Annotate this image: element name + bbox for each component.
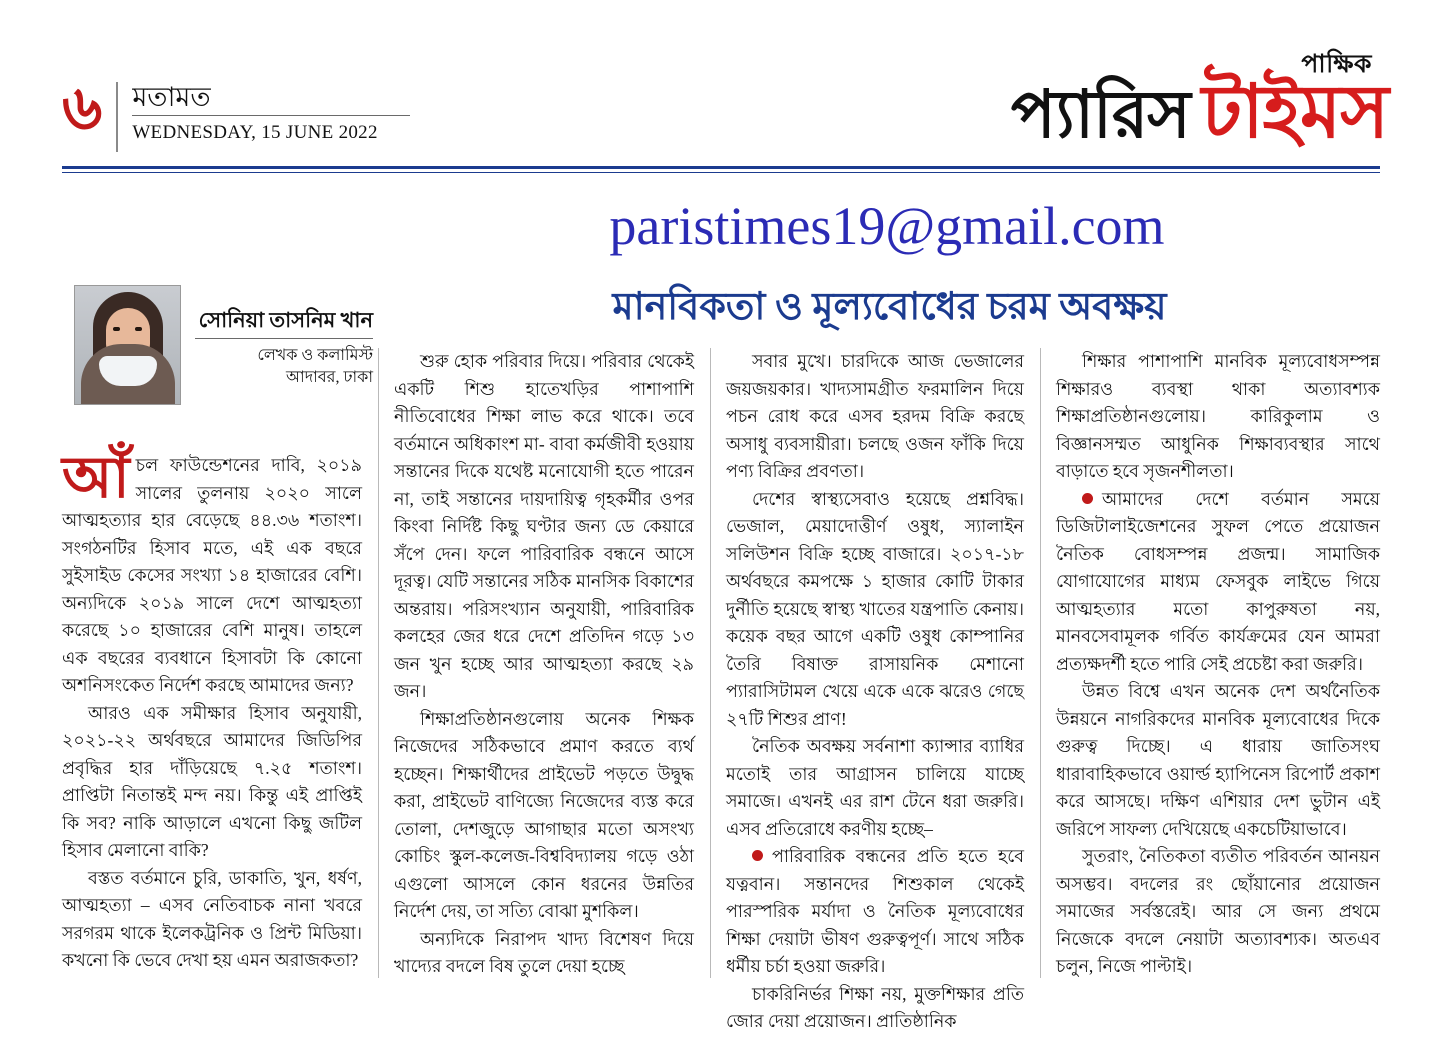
- author-role: লেখক ও কলামিস্ট: [257, 347, 373, 364]
- paragraph: দেশের স্বাস্থ্যসেবাও হয়েছে প্রশ্নবিদ্ধ। ভেজাল, মেয়াদোত্তীর্ণ ওষুধ, স্যালাইন সলিউশন বিক্রি হচ্ছে বাজারে। ২০১৭-১৮ অর্থবছরে কমপক্ষে ১ হাজার কোটি টাকার দুর্নীতি হয়েছে স্বাস্থ্য খাতের যন্ত্রপাতি কেনায়। কয়েক বছর আগে একটি ওষুধ কোম্পানির তৈরি বিষাক্ত রাসায়নিক মেশানো প্যারাসিটামল খেয়ে একে একে ঝরেও গেছে ২৭টি শিশুর প্রাণ!: [726, 488, 1024, 729]
- article-column-1: [62, 445, 362, 975]
- date-divider: [132, 115, 410, 116]
- newspaper-logo[interactable]: [1011, 52, 1388, 153]
- article-column-3: [726, 348, 1024, 1036]
- article-column-2: [394, 348, 694, 981]
- author-divider: [195, 338, 373, 339]
- author-byline-box: [74, 285, 374, 405]
- logo-word-times: টাইমস: [1201, 72, 1388, 154]
- author-photo: [74, 285, 181, 405]
- masthead-divider: [116, 82, 118, 152]
- contact-email[interactable]: paristimes19@gmail.com: [609, 196, 1165, 256]
- paragraph: সুতরাং, নৈতিকতা ব্যতীত পরিবর্তন আনয়ন অসম্ভব। বদলের রং ছোঁয়ানোর প্রয়োজন সমাজের সর্বস্তরেই। আর সে জন্য প্রথমে নিজেকে বদলে নেয়াটা অত্যাবশ্যক। অতএব চলুন, নিজে পাল্টাই।: [1056, 846, 1380, 976]
- email-banner: [392, 196, 1382, 256]
- column-rule-1: [378, 348, 379, 978]
- publication-date: WEDNESDAY, 15 JUNE 2022: [132, 122, 378, 143]
- author-name: সোনিয়া তাসনিম খান: [198, 308, 373, 332]
- paragraph: নৈতিক অবক্ষয় সর্বনাশা ক্যান্সার ব্যাধির মতোই তার আগ্রাসন চালিয়ে যাচ্ছে সমাজে। এখনই এর রাশ টেনে ধরা জরুরি। এসব প্রতিরোধে করণীয় হচ্ছে–: [726, 736, 1024, 839]
- logo-kicker: পাক্ষিক: [1301, 51, 1372, 78]
- paragraph: শুরু হোক পরিবার দিয়ে। পরিবার থেকেই একটি শিশু হাতেখড়ির পাশাপাশি নীতিবোধের শিক্ষা লাভ করে থাকে। তবে বর্তমানে অধিকাংশ মা- বাবা কর্মজীবী হওয়ায় সন্তানের দিকে যথেষ্ট মনোযোগী হতে পারেন না, তাই সন্তানের দায়দায়িত্ব গৃহকর্মীর ওপর কিংবা নির্দিষ্ট কিছু ঘণ্টার জন্য ডে কেয়ারে সঁপে দেন। ফলে পারিবারিক বন্ধনে আসে দূরত্ব। যেটি সন্তানের সঠিক মানসিক বিকাশের অন্তরায়। পরিসংখ্যান অনুযায়ী, পারিবারিক কলহের জের ধরে দেশে প্রতিদিন গড়ে ১৩ জন খুন হচ্ছে আর আত্মহত্যা করছে ২৯ জন।: [394, 351, 694, 701]
- page-number: ৬: [62, 75, 103, 143]
- paragraph: আমাদের দেশে বর্তমান সময়ে ডিজিটালাইজেশনের সুফল পেতে প্রয়োজন নৈতিক বোধসম্পন্ন প্রজন্ম। সামাজিক যোগাযোগের মাধ্যম ফেসবুক লাইভে গিয়ে আত্মহত্যার মতো কাপুরুষতা নয়, মানবসেবামূলক গর্বিত কার্যক্রমের যেন আমরা প্রত্যক্ষদর্শী হতে পারি সেই প্রচেষ্টা করা জরুরি।: [1056, 488, 1380, 674]
- paragraph: চাকরিনির্ভর শিক্ষা নয়, মুক্তশিক্ষার প্রতি জোর দেয়া প্রয়োজন। প্রাতিষ্ঠানিক: [726, 983, 1024, 1031]
- author-location: আদাবর, ঢাকা: [286, 369, 373, 386]
- header-rule-thin: [62, 172, 1380, 173]
- paragraph: শিক্ষাপ্রতিষ্ঠানগুলোয় অনেক শিক্ষক নিজেদের সঠিকভাবে প্রমাণ করতে ব্যর্থ হচ্ছেন। শিক্ষার্থীদের প্রাইভেট পড়তে উদ্বুদ্ধ করা, প্রাইভেট বাণিজ্যে নিজেদের ব্যস্ত করে তোলা, দেশজুড়ে আগাছার মতো অসংখ্য কোচিং স্কুল-কলেজ-বিশ্ববিদ্যালয় গড়ে ওঠা এগুলো আসলে কোন ধরনের উন্নতির নির্দেশ দেয়, তা সত্যি বোঝা মুশকিল।: [394, 708, 694, 921]
- section-name: মতামত: [132, 82, 211, 112]
- page-number-block: [62, 75, 410, 152]
- paragraph: বস্তত বর্তমানে চুরি, ডাকাতি, খুন, ধর্ষণ, আত্মহত্যা – এসব নেতিবাচক নানা খবরে সরগরম থাকে ইলেকট্রনিক ও প্রিন্ট মিডিয়া। কখনো কি ভেবে দেখা হয় এমন অরাজকতা?: [62, 867, 362, 970]
- paragraph: শিক্ষার পাশাপাশি মানবিক মূল্যবোধসম্পন্ন শিক্ষারও ব্যবস্থা থাকা অত্যাবশ্যক শিক্ষাপ্রতিষ্ঠানগুলোয়। কারিকুলাম ও বিজ্ঞানসম্মত আধুনিক শিক্ষাব্যবস্থার সাথে বাড়াতে হবে সৃজনশীলতা।: [1056, 351, 1380, 481]
- header-rule-thick: [62, 166, 1380, 169]
- paragraph: আরও এক সমীক্ষার হিসাব অনুযায়ী, ২০২১-২২ অর্থবছরে আমাদের জিডিপির প্রবৃদ্ধির হার দাঁড়িয়েছে ৭.২৫ শতাংশ। প্রাপ্তিটা নিতান্তই মন্দ নয়। কিন্তু এই প্রাপ্তিই কি সব? নাকি আড়ালে এখনো কিছু জটিল হিসাব মেলানো বাকি?: [62, 702, 362, 860]
- logo-word-paris: প্যারিস: [1010, 79, 1190, 152]
- paragraph: সবার মুখে। চারদিকে আজ ভেজালের জয়জয়কার। খাদ্যসামগ্রীত ফরমালিন দিয়ে পচন রোধ করে এসব হরদম বিক্রি করছে অসাধু ব্যবসায়ীরা। চলছে ওজন ফাঁকি দিয়ে পণ্য বিক্রির প্রবণতা।: [726, 351, 1024, 481]
- bullet-icon: [1082, 493, 1093, 504]
- paragraph: পারিবারিক বন্ধনের প্রতি হতে হবে যত্নবান। সন্তানদের শিশুকাল থেকেই পারস্পরিক মর্যাদা ও নৈতিক মূল্যবোধের শিক্ষা দেয়াটা ভীষণ গুরুত্বপূর্ণ। সাথে সঠিক ধর্মীয় চর্চা হওয়া জরুরি।: [726, 846, 1024, 976]
- paragraph: চল ফাউন্ডেশনের দাবি, ২০১৯ সালের তুলনায় ২০২০ সালে আত্মহত্যার হার বেড়েছে ৪৪.৩৬ শতাংশ। সংগঠনটির হিসাব মতে, এই এক বছরে সুইসাইড কেসের সংখ্যা ১৪ হাজারের বেশি। অন্যদিকে ২০১৯ সালে দেশে আত্মহত্যা করেছে ১০ হাজারের বেশি মানুষ। তাহলে এক বছরের ব্যবধানে হিসাবটা কি কোনো অশনিসংকেত নির্দেশ করছে আমাদের জন্য?: [62, 455, 362, 695]
- column-rule-3: [1040, 348, 1041, 978]
- masthead: [0, 0, 1440, 172]
- column-rule-2: [710, 348, 711, 978]
- paragraph: অন্যদিকে নিরাপদ খাদ্য বিশেষণ দিয়ে খাদ্যের বদলে বিষ তুলে দেয়া হচ্ছে: [394, 928, 694, 976]
- drop-cap: আঁ: [62, 445, 130, 510]
- bullet-icon: [752, 850, 763, 861]
- article-column-4: [1056, 348, 1380, 981]
- article-headline: মানবিকতা ও মূল্যবোধের চরম অবক্ষয়: [612, 286, 1167, 328]
- paragraph: উন্নত বিশ্বে এখন অনেক দেশ অর্থনৈতিক উন্নয়নে নাগরিকদের মানবিক মূল্যবোধের দিকে গুরুত্ব দিচ্ছে। এ ধারায় জাতিসংঘ ধারাবাহিকভাবে ওয়ার্ল্ড হ্যাপিনেস রিপোর্ট প্রকাশ করে আসছে। দক্ষিণ এশিয়ার দেশ ভুটান এই জরিপে সাফল্য দেখিয়েছে একচেটিয়াভাবে।: [1056, 681, 1380, 839]
